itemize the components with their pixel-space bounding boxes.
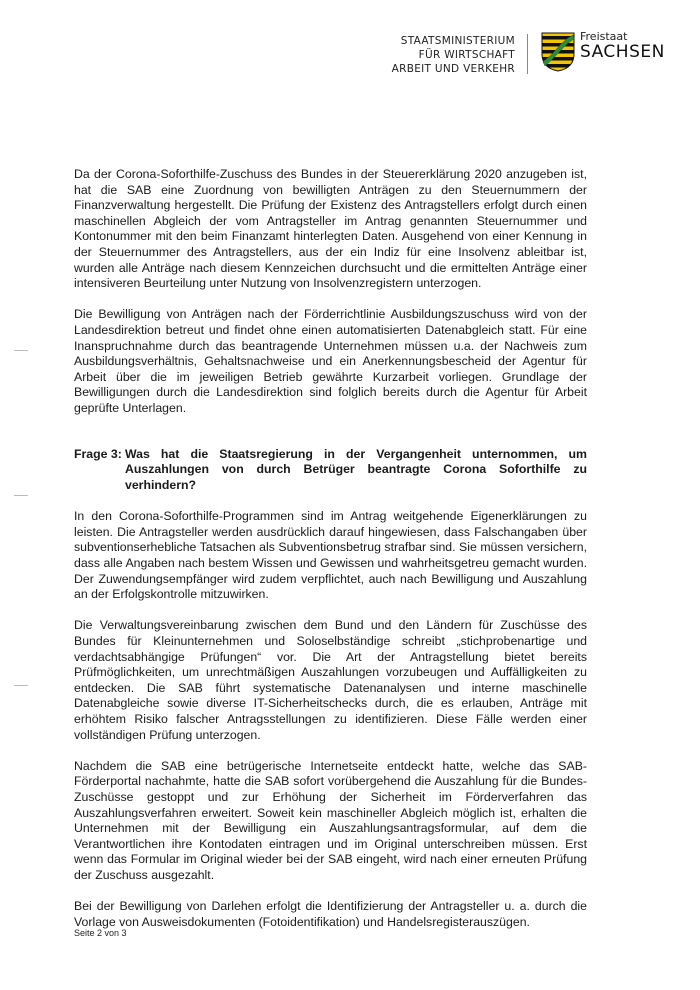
ministry-line-2: FÜR WIRTSCHAFT [418, 49, 515, 61]
ministry-name [392, 34, 515, 76]
paragraph: Nachdem die SAB eine betrügerische Internetseite entdeckt hatte, welche das SAB-Förderportal nachahmte, hatte die SAB sofort vorübergehend die Auszahlung für die Bundes-Zuschüsse gestoppt und zur Erhöhung der Sicherheit im Förderverfahren das Auszahlungsverfahren erweitert. Soweit kein maschineller Abgleich möglich ist, erhalten die Unternehmen mit der Bewilligung ein Auszahlungsantragsformular, auf dem die Verantwortlichen ihre Kontodaten eintragen und im Original unterschreiben müssen. Erst wenn das Formular im Original wieder bei der SAB eingeht, wird nach einer erneuten Prüfung der Zuschuss ausgezahlt. [74, 758, 587, 882]
document-body [74, 167, 587, 946]
ministry-line-3: ARBEIT UND VERKEHR [391, 63, 515, 75]
state-label: Freistaat [580, 30, 628, 43]
header-divider [527, 34, 528, 74]
question-text: Was hat die Staatsregierung in der Vergangenheit unternommen, um Auszahlungen von durch Betrüger beantragte Corona Soforthilfe zu verhindern? [125, 446, 587, 492]
coat-of-arms-icon [541, 32, 575, 72]
fold-mark [14, 685, 28, 686]
question-block [74, 447, 587, 494]
question-label: Frage 3: [74, 446, 122, 461]
punch-mark [14, 495, 28, 496]
paragraph: Bei der Bewilligung von Darlehen erfolgt die Identifizierung der Antragsteller u. a. durch die Vorlage von Ausweisdokumenten (Fotoidentifikation) und Handelsregisterauszügen. [74, 899, 587, 929]
paragraph: Die Verwaltungsvereinbarung zwischen dem Bund und den Ländern für Zuschüsse des Bundes für Kleinunternehmen und Soloselbständige schreibt „stichprobenartige und verdachtsabhängige Prüfungen“ vor. Die Art der Antragstellung bietet bereits Prüfmöglichkeiten, um unrechtmäßigen Auszahlungen vorzubeugen und Auffälligkeiten zu entdecken. Die SAB führt systematische Datenanalysen und interne maschinelle Datenabgleiche sowie diverse IT-Sicherheitschecks durch, die es erlauben, Anträge mit erhöhtem Risiko falscher Antragsstellungen zu identifizieren. Diese Fälle werden einer vollständigen Prüfung unterzogen. [74, 618, 587, 742]
paragraph: Die Bewilligung von Anträgen nach der Förderrichtlinie Ausbildungszuschuss wird von der Landesdirektion betreut und findet ohne einen automatisierten Datenabgleich statt. Für eine Inanspruchnahme durch das beantragende Unternehmen müssen u.a. der Nachweis zum Ausbildungsverhältnis, Gehaltsnachweise und ein Anerkennungsbescheid der Agentur für Arbeit über die im jeweiligen Betrieb gewährte Kurzarbeit vorliegen. Grundlage der Bewilligungen durch die Landesdirektion sind folglich bereits durch die Agentur für Arbeit geprüfte Unterlagen. [74, 307, 587, 415]
ministry-line-1: STAATSMINISTERIUM [400, 35, 515, 47]
page-number: Seite 2 von 3 [74, 928, 127, 938]
state-name: SACHSEN [580, 42, 665, 62]
paragraph: In den Corona-Soforthilfe-Programmen sind im Antrag weitgehende Eigenerklärungen zu leisten. Die Antragsteller werden ausdrücklich darauf hingewiesen, dass Falschangaben über subventionserhebliche Tatsachen als Subventionsbetrug strafbar sind. Sie müssen versichern, dass alle Angaben nach bestem Wissen und Gewissen und wahrheitsgetreu gemacht wurden. Der Zuwendungsempfänger wird zudem verpflichtet, auch nach Bewilligung und Auszahlung an der Erfolgskontrolle mitzuwirken. [74, 509, 587, 602]
paragraph: Da der Corona-Soforthilfe-Zuschuss des Bundes in der Steuererklärung 2020 anzugeben ist, hat die SAB eine Zuordnung von bewilligten Anträgen zu den Steuernummern der Finanzverwaltung hergestellt. Die Prüfung der Existenz des Antragstellers erfolgt durch einen maschinellen Abgleich der vom Antragsteller im Antrag genannten Steuernummer und Kontonummer mit den beim Finanzamt hinterlegten Daten. Ausgehend von einer Kennung in der Steuernummer des Antragstellers, aus der ein Indiz für eine Insolvenz ableitbar ist, wurden alle Anträge nach diesem Kennzeichen durchsucht und die ermittelten Anträge einer intensiveren Beurteilung unter Nutzung von Insolvenzregistern unterzogen. [74, 167, 587, 291]
fold-mark [14, 350, 28, 351]
